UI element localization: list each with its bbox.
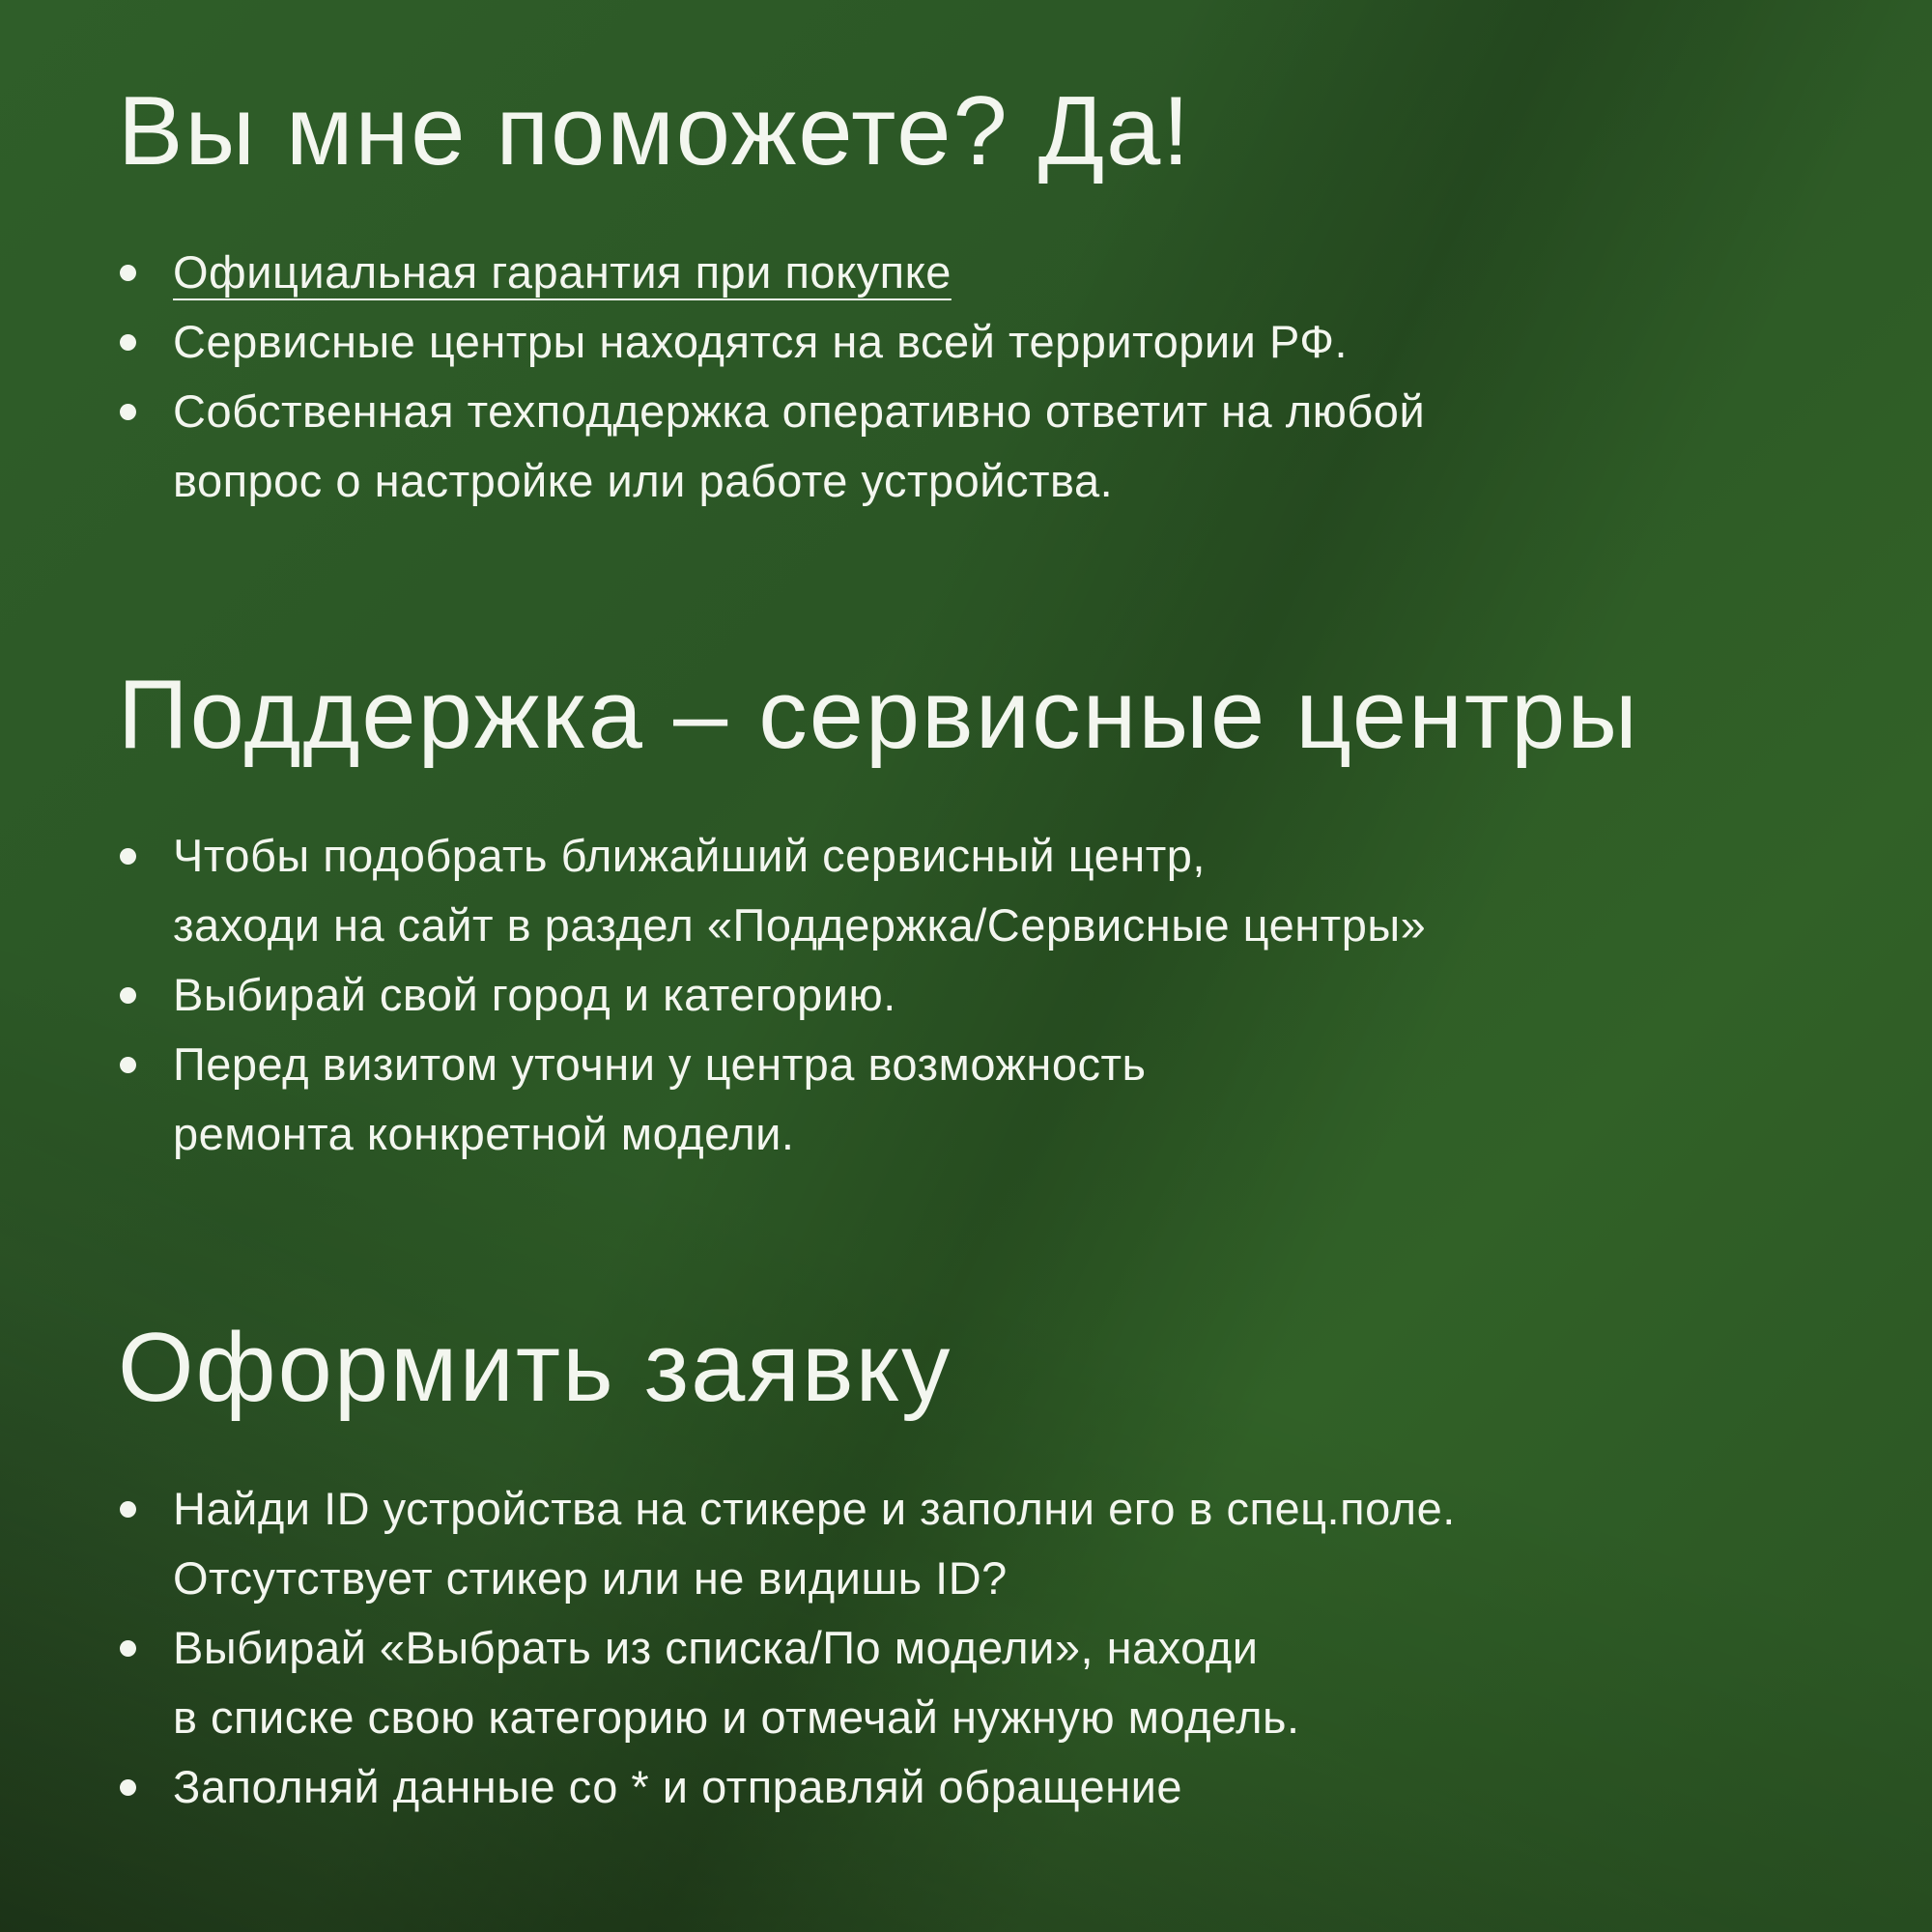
section-request — [118, 1312, 1826, 1822]
section-help — [118, 75, 1826, 516]
list-item — [118, 1474, 1826, 1613]
bullet-line: заходи на сайт в раздел «Поддержка/Сервисные центры» — [173, 899, 1427, 952]
bullet-line: в списке свою категорию и отмечай нужную модель. — [173, 1691, 1300, 1744]
bullet-line: Чтобы подобрать ближайший сервисный центр, — [173, 830, 1206, 882]
list-item — [118, 238, 1826, 307]
section-title: Оформить заявку — [118, 1314, 952, 1423]
bullet-list — [118, 1474, 1826, 1822]
bullet-dot-icon — [120, 1501, 136, 1518]
list-item — [118, 307, 1826, 377]
list-item — [118, 1030, 1826, 1169]
bullet-line: вопрос о настройке или работе устройства. — [173, 455, 1114, 507]
list-item — [118, 377, 1826, 516]
bullet-line: ремонта конкретной модели. — [173, 1108, 795, 1160]
list-item — [118, 960, 1826, 1030]
section-title: Вы мне поможете? Да! — [118, 77, 1192, 185]
bullet-dot-icon — [120, 1779, 136, 1796]
bullet-line: Отсутствует стикер или не видишь ID? — [173, 1552, 1008, 1605]
list-item — [118, 1752, 1826, 1822]
bullet-line: Заполняй данные со * и отправляй обращение — [173, 1761, 1182, 1813]
section-support-centers — [118, 659, 1826, 1169]
bullet-dot-icon — [120, 265, 136, 281]
bullet-dot-icon — [120, 1640, 136, 1657]
bullet-line: Выбирай свой город и категорию. — [173, 969, 896, 1021]
bullet-list — [118, 238, 1826, 516]
bullet-line: Перед визитом уточни у центра возможность — [173, 1038, 1147, 1091]
section-title: Поддержка – сервисные центры — [118, 661, 1639, 770]
bullet-dot-icon — [120, 404, 136, 420]
bullet-dot-icon — [120, 848, 136, 865]
warranty-link[interactable]: Официальная гарантия при покупке — [173, 246, 952, 298]
bullet-dot-icon — [120, 1057, 136, 1073]
bullet-line: Собственная техподдержка оперативно ответит на любой — [173, 385, 1426, 438]
bullet-line: Сервисные центры находятся на всей территории РФ. — [173, 316, 1349, 368]
bullet-line: Найди ID устройства на стикере и заполни его в спец.поле. — [173, 1483, 1456, 1535]
bullet-line: Выбирай «Выбрать из списка/По модели», находи — [173, 1622, 1259, 1674]
list-item — [118, 1613, 1826, 1752]
list-item — [118, 821, 1826, 960]
bullet-list — [118, 821, 1826, 1169]
bullet-dot-icon — [120, 334, 136, 351]
bullet-dot-icon — [120, 987, 136, 1004]
